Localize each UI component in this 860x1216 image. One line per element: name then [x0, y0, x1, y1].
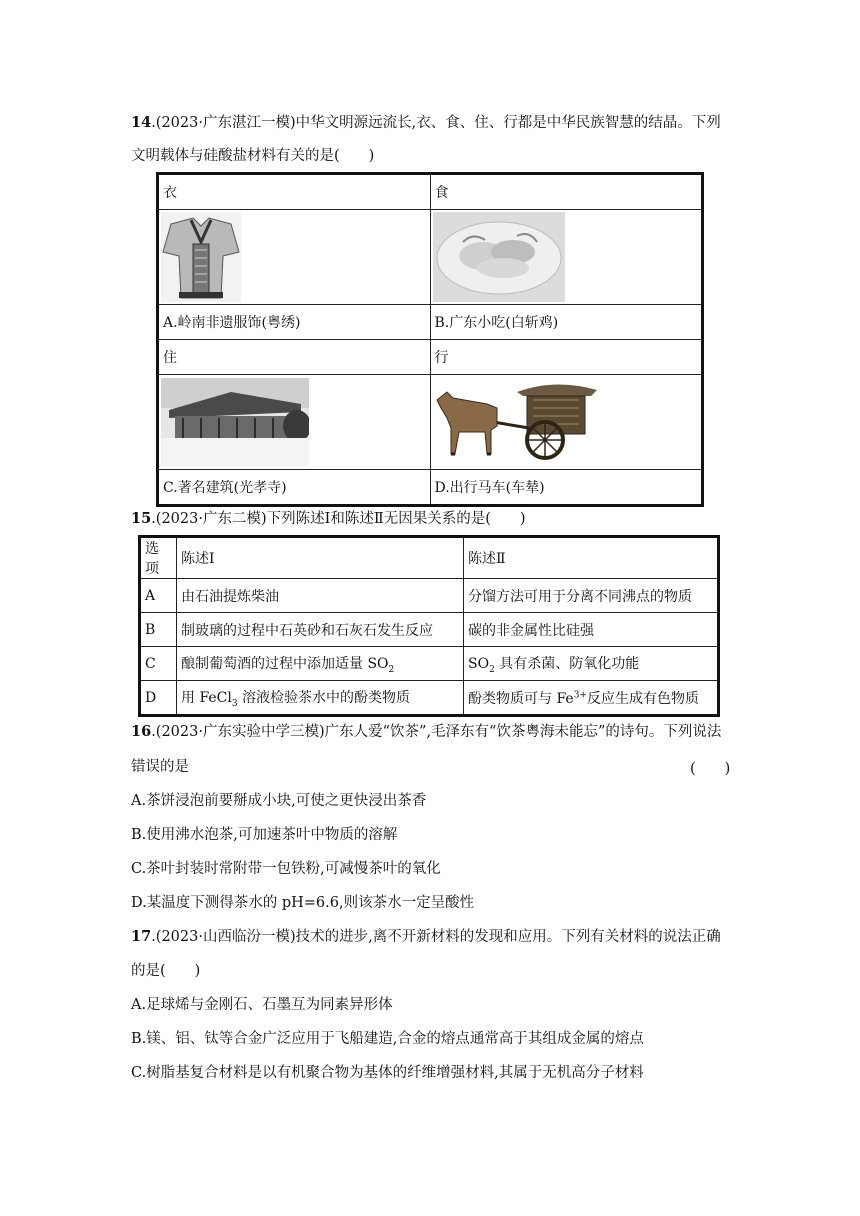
- row-statement-1: 由石油提炼柴油: [177, 579, 464, 613]
- col-option: 选项: [140, 537, 177, 579]
- q14-table: [156, 172, 704, 507]
- q17-line1: [131, 927, 721, 947]
- row-statement-1: 用 FeCl$_3$ 溶液检验茶水中的酚类物质: [177, 681, 464, 716]
- header-food: 食: [430, 174, 703, 210]
- row-option: A: [140, 579, 177, 613]
- caption-b: B.广东小吃(白斩鸡): [430, 305, 703, 340]
- q16-line2: 错误的是: [131, 759, 189, 775]
- table-row: [140, 579, 719, 613]
- row-statement-2: 碳的非金属性比硅强: [464, 613, 719, 647]
- q16-line1: [131, 722, 721, 742]
- row-option: D: [140, 681, 177, 716]
- row-statement-2: 分馏方法可用于分离不同沸点的物质: [464, 579, 719, 613]
- header-clothing: 衣: [158, 174, 431, 210]
- row-statement-2: $SO_2$ 具有杀菌、防氧化功能: [464, 647, 719, 681]
- robe-image: [161, 212, 241, 302]
- q16-option-d: D.某温度下测得茶水的 pH=6.6,则该茶水一定呈酸性: [131, 895, 475, 911]
- col-statement-1: 陈述Ⅰ: [177, 537, 464, 579]
- q15-table: [138, 535, 720, 717]
- q16-option-c: C.茶叶封装时常附带一包铁粉,可减慢茶叶的氧化: [131, 861, 441, 877]
- q17-option-b: B.镁、铝、钛等合金广泛应用于飞船建造,合金的熔点通常高于其组成金属的熔点: [131, 1031, 644, 1047]
- caption-c: C.著名建筑(光孝寺): [158, 470, 431, 506]
- q17-option-c: C.树脂基复合材料是以有机聚合物为基体的纤维增强材料,其属于无机高分子材料: [131, 1065, 644, 1081]
- chicken-dish-image: [433, 212, 565, 302]
- q16-stem-1: .(2023·广东实验中学三模)广东人爱“饮茶”,毛泽东有“饮茶粤海未能忘”的诗句。下列说法: [151, 724, 722, 740]
- q14-line2: 文明载体与硅酸盐材料有关的是( ): [131, 148, 375, 164]
- q17-option-a: A.足球烯与金刚石、石墨互为同素异形体: [131, 997, 393, 1013]
- row-statement-2: 酚类物质可与 $Fe^{3+}$反应生成有色物质: [464, 681, 719, 716]
- q16-number: 16: [131, 723, 152, 740]
- q16-option-a: A.茶饼浸泡前要掰成小块,可使之更快浸出茶香: [131, 793, 427, 809]
- q17-line2: 的是( ): [131, 963, 201, 979]
- temple-image: [161, 378, 309, 466]
- table-row: [140, 647, 719, 681]
- header-travel: 行: [430, 340, 703, 375]
- caption-a: A.岭南非遗服饰(粤绣): [158, 305, 431, 340]
- q17-number: 17: [131, 928, 152, 945]
- q15-number: 15: [131, 510, 152, 527]
- row-option: B: [140, 613, 177, 647]
- q16-option-b: B.使用沸水泡茶,可加速茶叶中物质的溶解: [131, 827, 398, 843]
- q15-line: [131, 509, 526, 529]
- horse-carriage-image: [433, 378, 601, 466]
- q14-stem-1: .(2023·广东湛江一模)中华文明源远流长,衣、食、住、行都是中华民族智慧的结晶。下列: [151, 115, 721, 131]
- image-cell-b: [430, 210, 703, 305]
- table-row: [140, 613, 719, 647]
- image-cell-a: [158, 210, 431, 305]
- q15-stem: .(2023·广东二模)下列陈述Ⅰ和陈述Ⅱ无因果关系的是( ): [151, 511, 526, 527]
- row-option: C: [140, 647, 177, 681]
- col-statement-2: 陈述Ⅱ: [464, 537, 719, 579]
- row-statement-1: 酿制葡萄酒的过程中添加适量 $SO_2$: [177, 647, 464, 681]
- q16-answer-paren: ( ): [690, 761, 731, 777]
- q14-number: 14: [131, 114, 152, 131]
- header-housing: 住: [158, 340, 431, 375]
- row-statement-1: 制玻璃的过程中石英砂和石灰石发生反应: [177, 613, 464, 647]
- q17-stem-1: .(2023·山西临汾一模)技术的进步,离不开新材料的发现和应用。下列有关材料的说法正确: [151, 929, 721, 945]
- table-row: [140, 681, 719, 716]
- image-cell-c: [158, 375, 431, 470]
- image-cell-d: [430, 375, 703, 470]
- caption-d: D.出行马车(车辇): [430, 470, 703, 506]
- q14-line1: [131, 113, 721, 133]
